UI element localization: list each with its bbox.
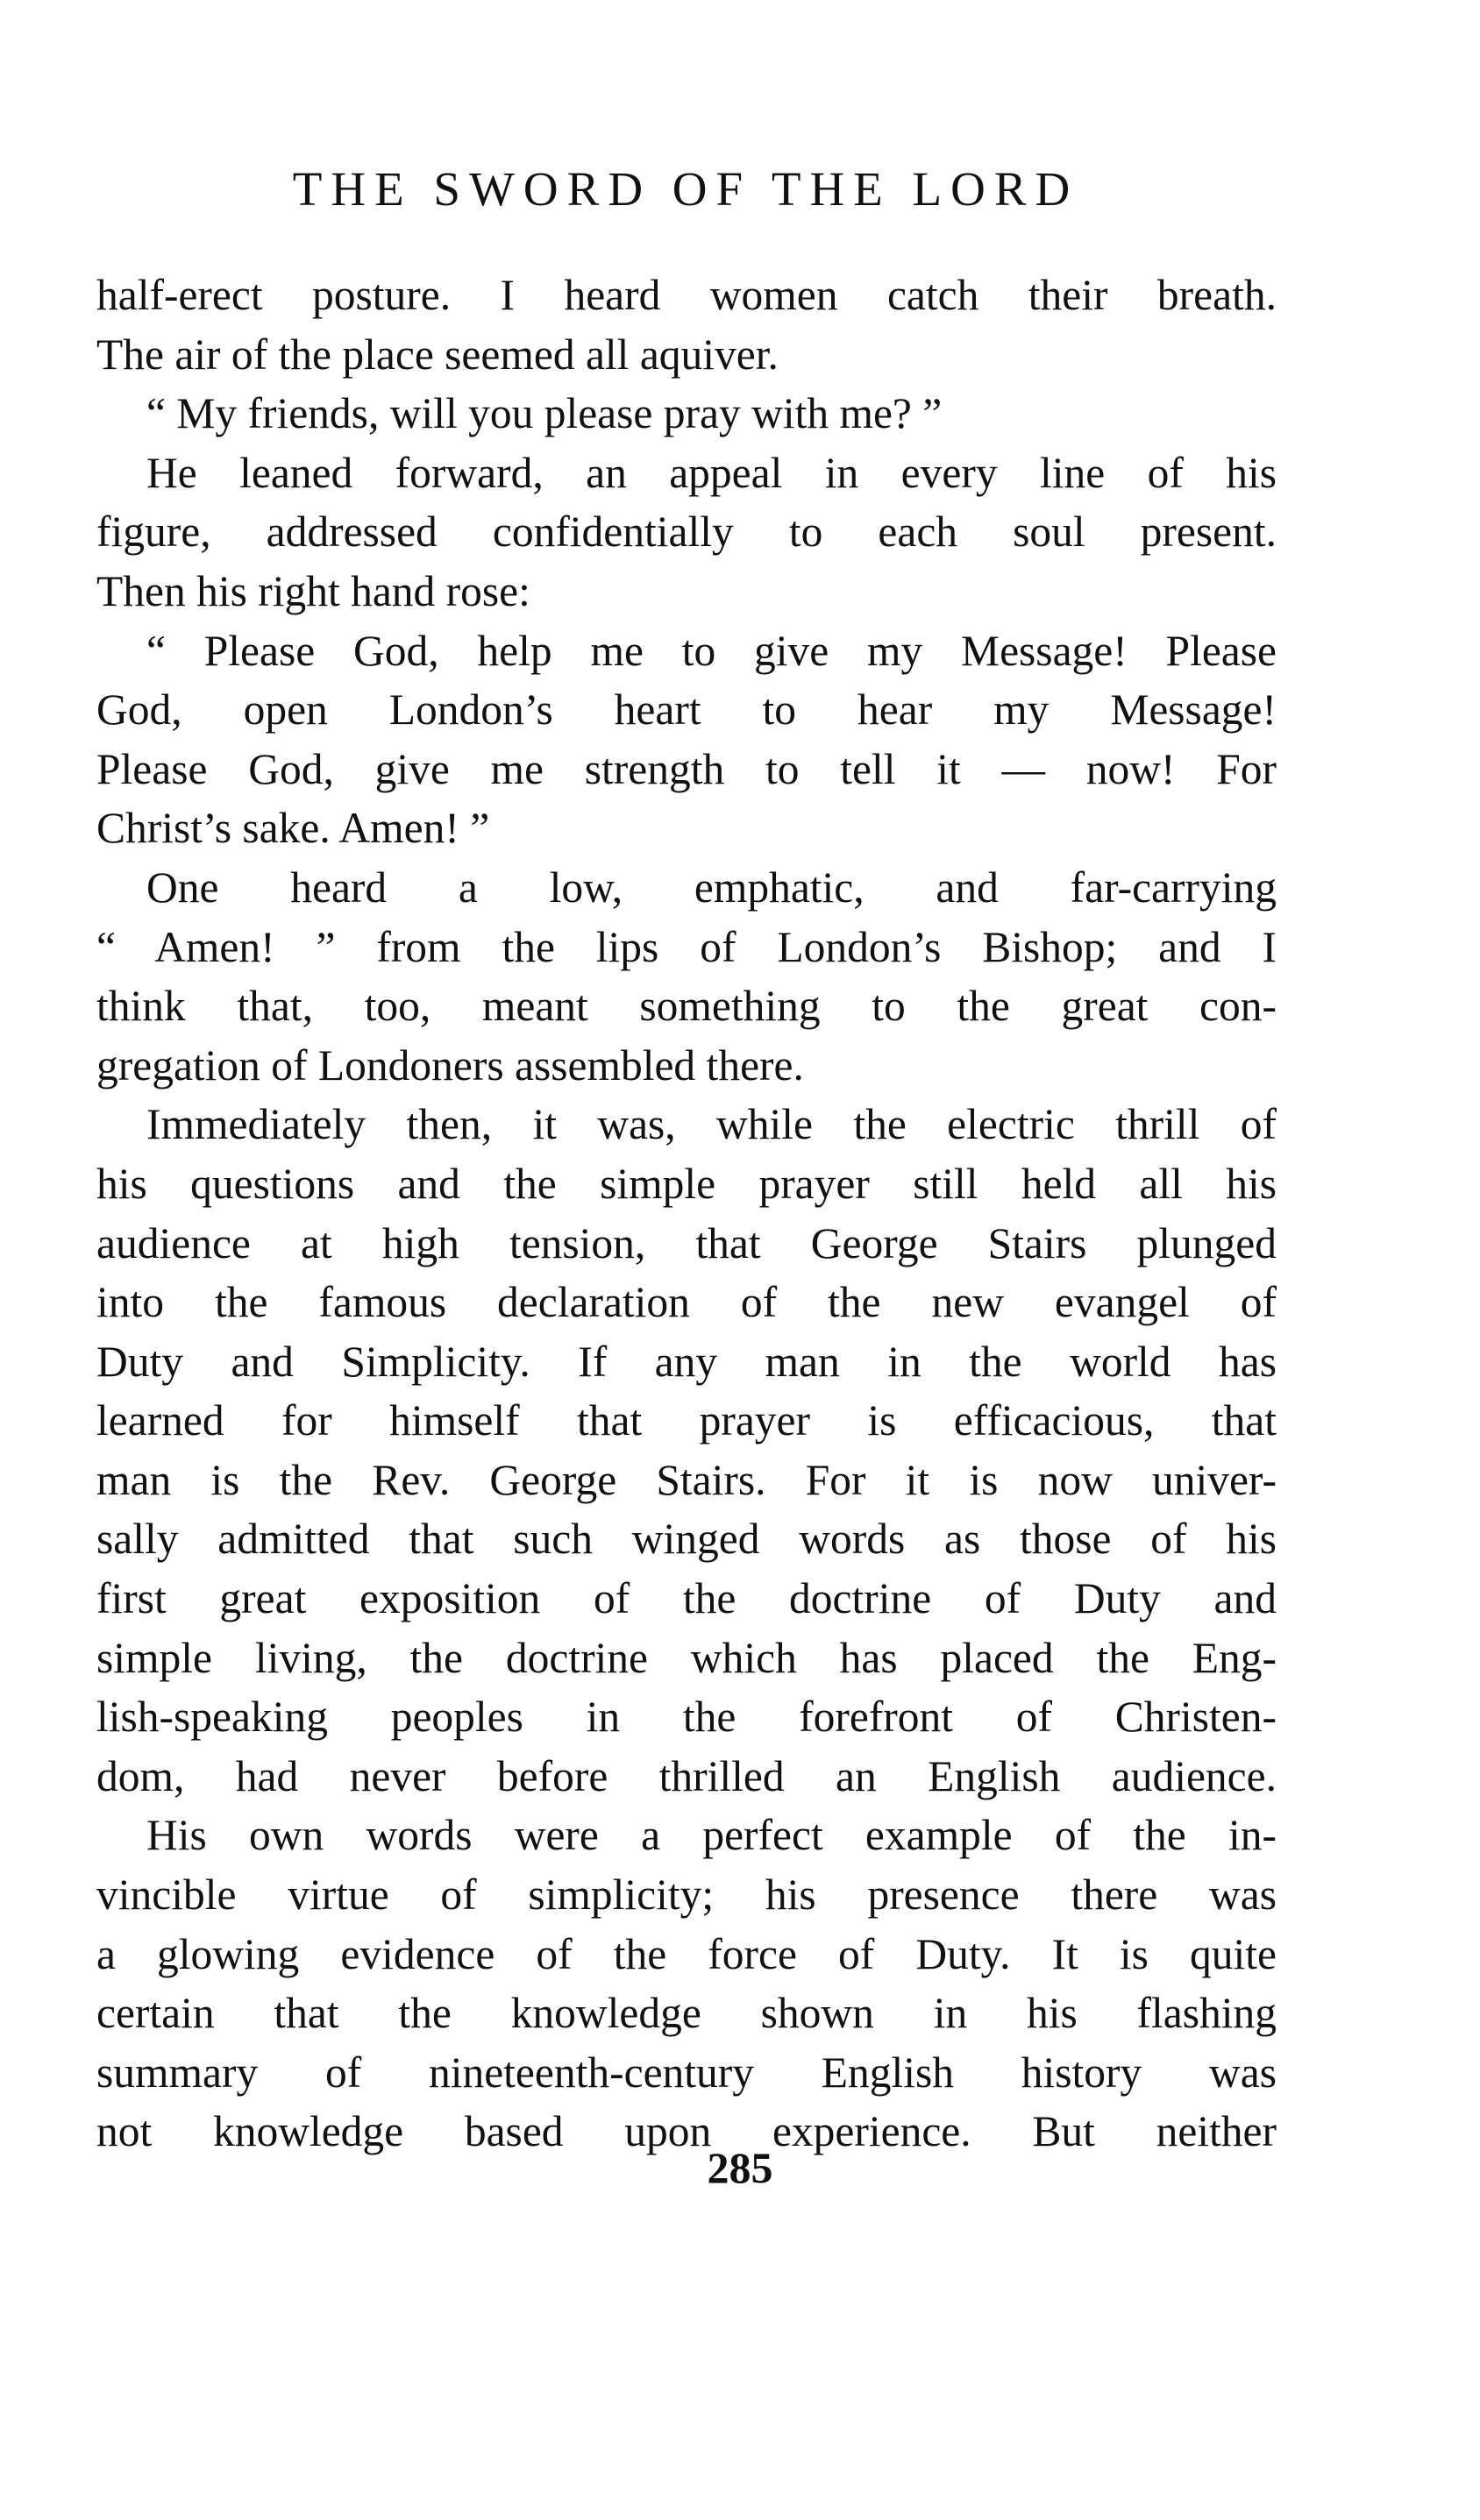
text-line: God, open London’s heart to hear my Message! <box>96 685 1277 735</box>
text-line: summary of nineteenth-century English history was <box>96 2048 1277 2097</box>
text-line: gregation of Londoners assembled there. <box>96 1040 804 1090</box>
text-line: vincible virtue of simplicity; his presence there was <box>96 1870 1277 1920</box>
text-line: “ Please God, help me to give my Message! Please <box>146 626 1277 675</box>
text-line: One heard a low, emphatic, and far-carrying <box>146 862 1277 912</box>
text-line: first great exposition of the doctrine of Duty and <box>96 1574 1277 1623</box>
text-line: Please God, give me strength to tell it — now! For <box>96 744 1277 793</box>
text-line: “ Amen! ” from the lips of London’s Bishop; and I <box>96 922 1277 971</box>
text-line: Duty and Simplicity. If any man in the world has <box>96 1337 1277 1386</box>
text-line: “ My friends, will you please pray with me? ” <box>146 389 943 438</box>
text-line: figure, addressed confidentially to each soul present. <box>96 508 1277 557</box>
text-line: His own words were a perfect example of the in- <box>146 1811 1277 1860</box>
text-line: The air of the place seemed all aquiver. <box>96 330 779 379</box>
text-line: half-erect posture. I heard women catch their breath. <box>96 271 1277 319</box>
page-number: 285 <box>707 2143 773 2192</box>
text-line: dom, had never before thrilled an English audience. <box>96 1751 1277 1800</box>
body-text <box>96 266 1277 2162</box>
text-line: a glowing evidence of the force of Duty. It is quite <box>96 1929 1277 1978</box>
text-line: Christ’s sake. Amen! ” <box>96 804 490 853</box>
text-line: He leaned forward, an appeal in every line of his <box>146 448 1277 497</box>
text-line: lish-speaking peoples in the forefront of Christen- <box>96 1693 1277 1742</box>
text-line: sally admitted that such winged words as those of his <box>96 1515 1277 1564</box>
text-line: into the famous declaration of the new evangel of <box>96 1278 1277 1327</box>
running-head: THE SWORD OF THE LORD <box>292 162 1079 216</box>
text-line: think that, too, meant something to the great con- <box>96 982 1277 1031</box>
text-line: man is the Rev. George Stairs. For it is now univer- <box>96 1455 1277 1504</box>
text-line: his questions and the simple prayer still held all his <box>96 1159 1277 1208</box>
text-line: learned for himself that prayer is efficacious, that <box>96 1396 1277 1445</box>
text-line: not knowledge based upon experience. But neither <box>96 2107 1277 2156</box>
text-line: certain that the knowledge shown in his flashing <box>96 1989 1277 2038</box>
text-line: simple living, the doctrine which has placed the Eng- <box>96 1633 1277 1682</box>
text-line: audience at high tension, that George Stairs plunged <box>96 1218 1277 1267</box>
text-line: Then his right hand rose: <box>96 566 530 615</box>
text-line: Immediately then, it was, while the electric thrill of <box>146 1100 1277 1149</box>
